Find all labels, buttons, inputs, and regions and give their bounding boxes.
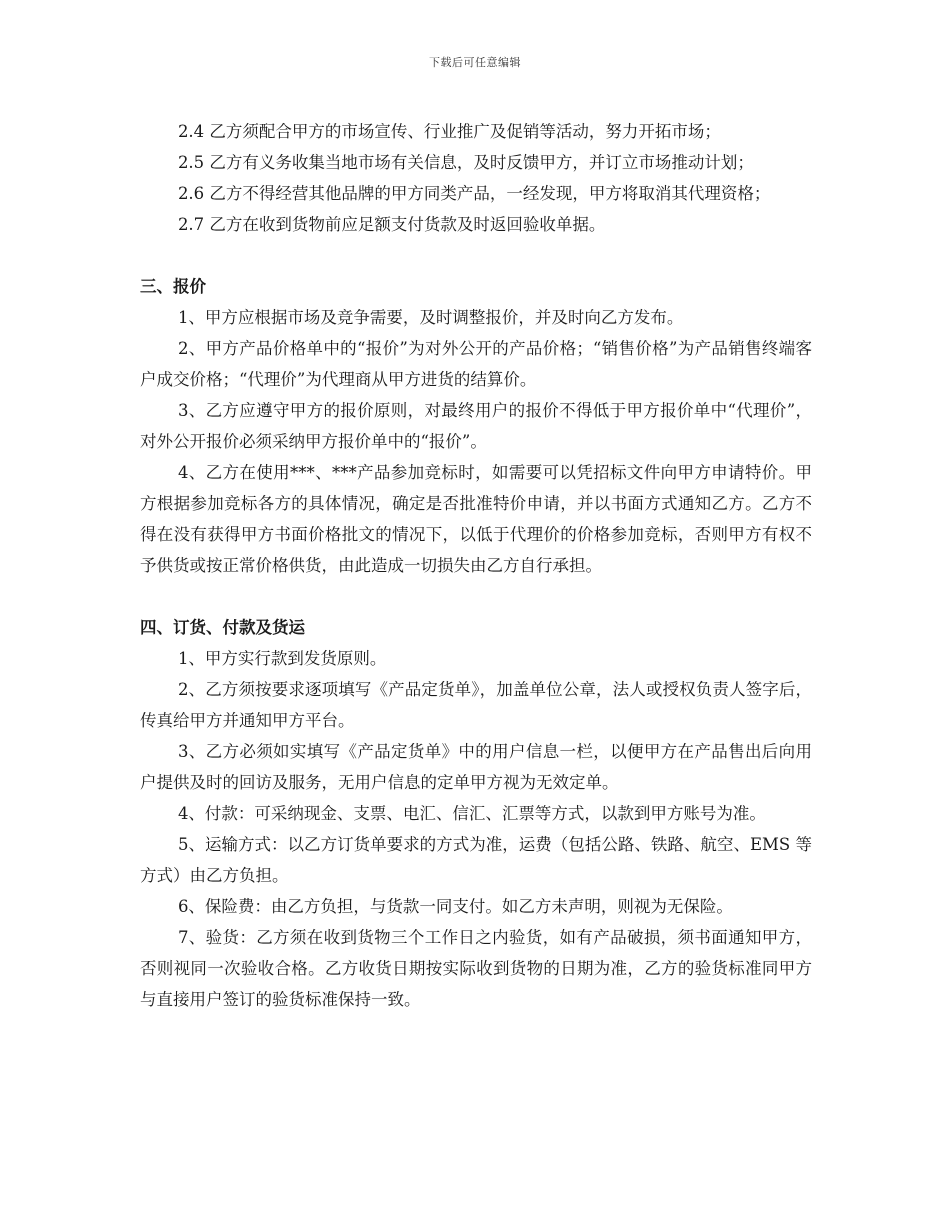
clause-4-6: 6、保险费：由乙方负担，与货款一同支付。如乙方未声明，则视为无保险。 [177, 897, 733, 916]
clause-2-4: 2.4 乙方须配合甲方的市场宣传、行业推广及促销等活动，努力开拓市场； [177, 122, 721, 141]
clause-3-1: 1、甲方应根据市场及竞争需要，及时调整报价，并及时向乙方发布。 [177, 308, 684, 327]
clause-4-2: 2、乙方须按要求逐项填写《产品定货单》，加盖单位公章，法人或授权负责人签字后，传真给甲方并通知甲方平台。 [140, 680, 812, 730]
section-2-clauses [140, 116, 812, 240]
section-4-title: 四、订货、付款及货运 [140, 618, 305, 637]
section-4-ordering [140, 612, 812, 1015]
clause-4-5: 5、运输方式：以乙方订货单要求的方式为准，运费（包括公路、铁路、航空、EMS 等方式）由乙方负担。 [140, 835, 812, 885]
clause-4-1: 1、甲方实行款到发货原则。 [177, 649, 387, 668]
clause-4-4: 4、付款：可采纳现金、支票、电汇、信汇、汇票等方式，以款到甲方账号为准。 [177, 804, 766, 823]
clause-4-3: 3、乙方必须如实填写《产品定货单》中的用户信息一栏，以便甲方在产品售出后向用户提供及时的回访及服务，无用户信息的定单甲方视为无效定单。 [140, 742, 812, 792]
clause-2-6: 2.6 乙方不得经营其他品牌的甲方同类产品，一经发现，甲方将取消其代理资格； [177, 184, 771, 203]
section-3-pricing [140, 271, 812, 581]
clause-3-3: 3、乙方应遵守甲方的报价原则，对最终用户的报价不得低于甲方报价单中“代理价”，对外公开报价必须采纳甲方报价单中的“报价”。 [140, 401, 812, 451]
page-header: 下载后可任意编辑 [429, 56, 521, 69]
clause-2-5: 2.5 乙方有义务收集当地市场有关信息，及时反馈甲方，并订立市场推动计划； [177, 153, 754, 172]
section-spacer [140, 240, 812, 271]
document-body [140, 116, 812, 1015]
section-3-title: 三、报价 [140, 277, 206, 296]
clause-3-4: 4、乙方在使用***、***产品参加竞标时，如需要可以凭招标文件向甲方申请特价。甲方根据参加竞标各方的具体情况，确定是否批准特价申请，并以书面方式通知乙方。乙方不得在没有获得甲方书面价格批文的情况下，以低于代理价的价格参加竞标，否则甲方有权不予供货或按正常价格供货，由此造成一切损失由乙方自行承担。 [140, 463, 812, 575]
clause-2-7: 2.7 乙方在收到货物前应足额支付货款及时返回验收单据。 [177, 215, 606, 234]
clause-4-7: 7、验货：乙方须在收到货物三个工作日之内验货，如有产品破损，须书面通知甲方，否则视同一次验收合格。乙方收货日期按实际收到货物的日期为准，乙方的验货标准同甲方与直接用户签订的验货标准保持一致。 [140, 928, 812, 1009]
section-spacer [140, 581, 812, 612]
clause-3-2: 2、甲方产品价格单中的“报价”为对外公开的产品价格；“销售价格”为产品销售终端客户成交价格；“代理价”为代理商从甲方进货的结算价。 [140, 339, 812, 389]
